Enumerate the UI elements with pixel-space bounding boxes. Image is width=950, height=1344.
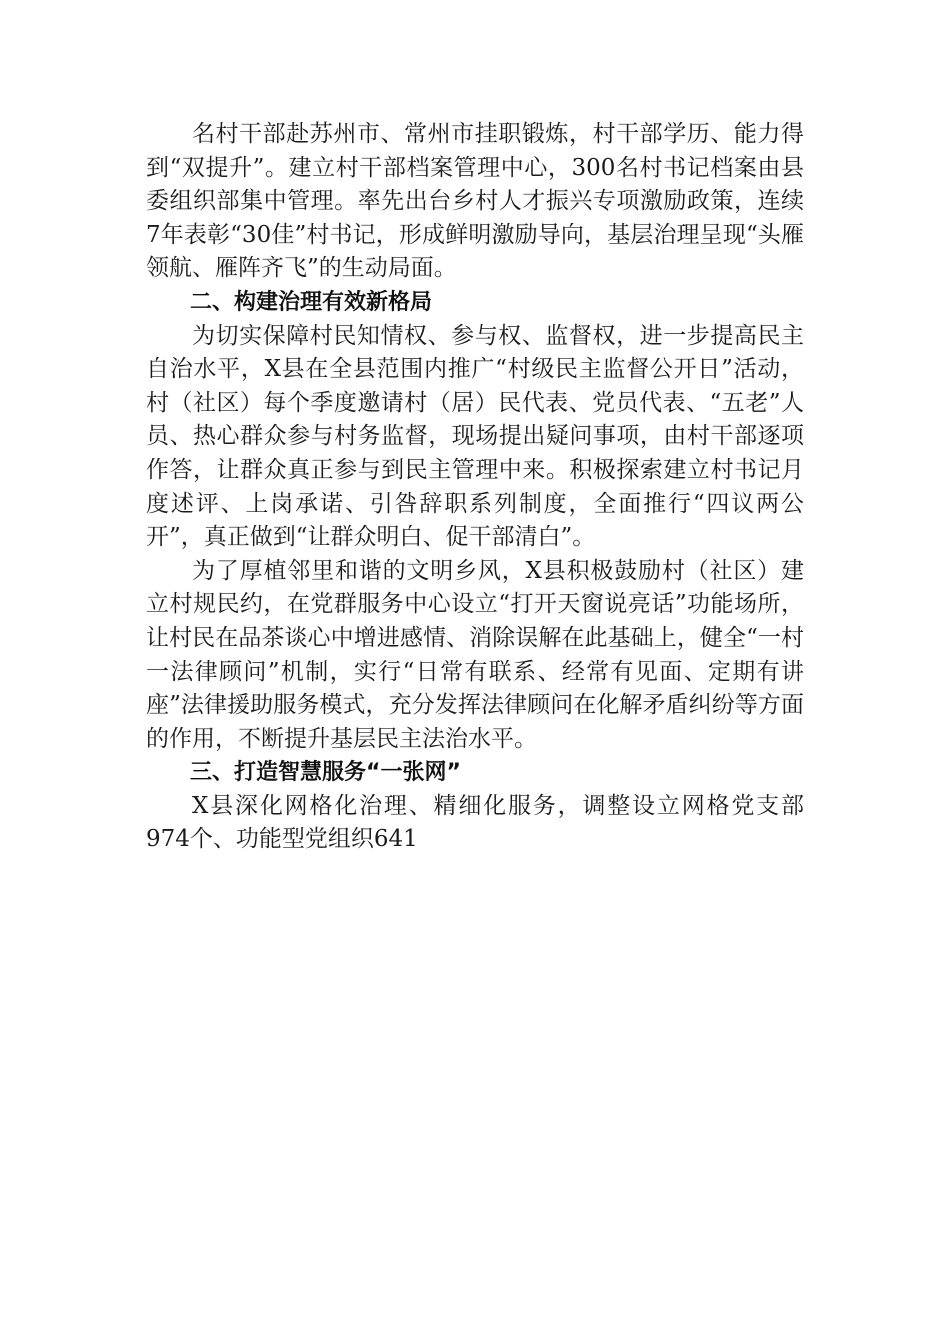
section-heading-3: 三、打造智慧服务“一张网” [190, 760, 461, 786]
paragraph-grid-governance: X县深化网格化治理、精细化服务，调整设立网格党支部974个、功能型党组织641 [146, 792, 804, 853]
section-heading-2: 二、构建治理有效新格局 [190, 289, 433, 315]
paragraph-civil-customs: 为了厚植邻里和谐的文明乡风，X县积极鼓励村（社区）建立村规民约，在党群服务中心设立“打开天窗说亮话”功能场所，让村民在品茶谈心中增进感情、消除误解在此基础上，健全“一村一法律顾问”机制，实行“日常有联系、经常有见面、定期有讲座”法律援助服务模式，充分发挥法律顾问在化解矛盾纠纷等方面的作用，不断提升基层民主法治水平。 [146, 557, 804, 752]
paragraph-continuation: 名村干部赴苏州市、常州市挂职锻炼，村干部学历、能力得到“双提升”。建立村干部档案管理中心，300名村书记档案由县委组织部集中管理。率先出台乡村人才振兴专项激励政策，连续7年表彰“30佳”村书记，形成鲜明激励导向，基层治理呈现“头雁领航、雁阵齐飞”的生动局面。 [146, 121, 804, 282]
document-body [146, 118, 804, 857]
paragraph-democratic-supervision: 为切实保障村民知情权、参与权、监督权，进一步提高民主自治水平，X县在全县范围内推广“村级民主监督公开日”活动，村（社区）每个季度邀请村（居）民代表、党员代表、“五老”人员、热心群众参与村务监督，现场提出疑问事项，由村干部逐项作答，让群众真正参与到民主管理中来。积极探索建立村书记月度述评、上岗承诺、引咎辞职系列制度，全面推行“四议两公开”，真正做到“让群众明白、促干部清白”。 [146, 322, 804, 551]
